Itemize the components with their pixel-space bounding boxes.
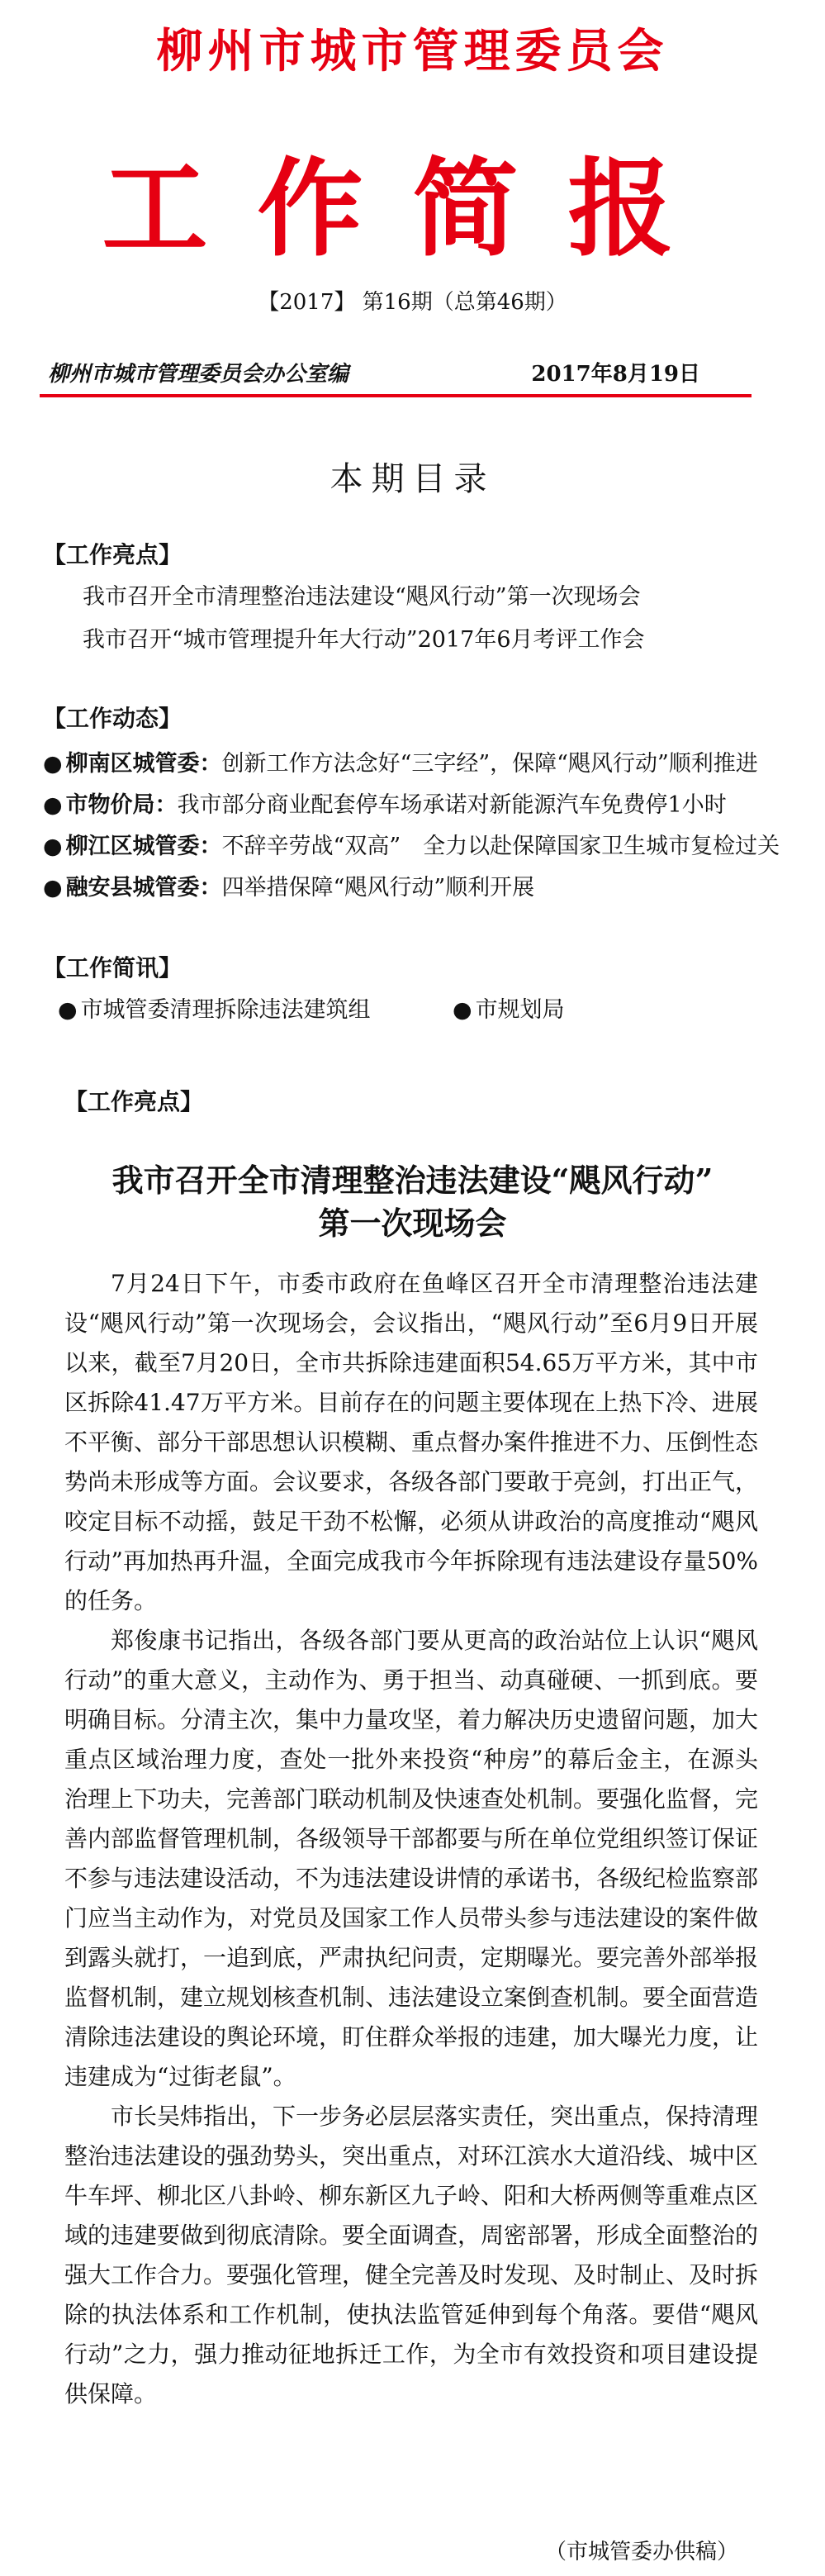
toc-dynamics-label: 【工作动态】 xyxy=(43,705,183,732)
issue-date: 2017年8月19日 xyxy=(531,362,700,387)
bullet-icon: ● xyxy=(43,834,63,859)
toc-dynamics-text: 我市部分商业配套停车场承诺对新能源汽车免费停1小时 xyxy=(177,792,727,818)
bullet-icon: ● xyxy=(43,875,63,901)
toc-heading: 本期目录 xyxy=(330,460,495,498)
toc-dynamics-item-4[interactable] xyxy=(43,869,534,901)
toc-news-text: 市城管委清理拆除违法建筑组 xyxy=(80,997,371,1023)
toc-dynamics-text: 创新工作方法念好“三字经”，保障“飓风行动”顺利推进 xyxy=(221,751,758,777)
toc-news-label: 【工作简讯】 xyxy=(43,954,183,981)
article-source: （市城管委办供稿） xyxy=(545,2540,739,2564)
toc-dynamics-text: 四举措保障“飓风行动”顺利开展 xyxy=(221,875,535,901)
toc-news-item-2[interactable] xyxy=(453,991,565,1024)
bullet-icon: ● xyxy=(43,792,63,818)
article-paragraph-2: 郑俊康书记指出，各级各部门要从更高的政治站位上认识“飓风行动”的重大意义，主动作为、勇于担当、动真碰硬、一抓到底。要明确目标。分清主次，集中力量攻坚，着力解决历史遗留问题，加大重点区域治理力度，查处一批外来投资“种房”的幕后金主，在源头治理上下功夫，完善部门联动机制及快速查处机制。要强化监督，完善内部监督管理机制，各级领导干部都要与所在单位党组织签订保证不参与违法建设活动，不为违法建设讲情的承诺书，各级纪检监察部门应当主动作为，对党员及国家工作人员带头参与违法建设的案件做到露头就打，一追到底，严肃执纪问责，定期曝光。要完善外部举报监督机制，建立规划核查机制、违法建设立案倒查机制。要全面营造清除违法建设的舆论环境，盯住群众举报的违建，加大曝光力度，让违建成为“过街老鼠”。 xyxy=(64,1627,759,2090)
article-paragraph-3: 市长吴炜指出，下一步务必层层落实责任，突出重点，保持清理整治违法建设的强劲势头，突出重点，对环江滨水大道沿线、城中区牛车坪、柳北区八卦岭、柳东新区九子岭、阳和大桥两侧等重难点区域的违建要做到彻底清除。要全面调查，周密部署，形成全面整治的强大工作合力。要强化管理，健全完善及时发现、及时制止、及时拆除的执法体系和工作机制，使执法监管延伸到每个角落。要借“飓风行动”之力，强力推动征地拆迁工作，为全市有效投资和项目建设提供保障。 xyxy=(64,2103,759,2407)
toc-dynamics-unit: 柳江区城管委： xyxy=(65,834,222,859)
article-section-label: 【工作亮点】 xyxy=(64,1088,204,1115)
red-divider xyxy=(40,394,752,397)
toc-dynamics-unit: 市物价局： xyxy=(65,792,178,818)
editor-name: 柳州市城市管理委员会办公室编 xyxy=(48,362,349,387)
publication-title: 工作简报 xyxy=(102,148,723,271)
article-title-line-2: 第一次现场会 xyxy=(318,1205,507,1242)
toc-dynamics-unit: 融安县城管委： xyxy=(65,875,222,901)
toc-highlight-item-2[interactable]: 我市召开“城市管理提升年大行动”2017年6月考评工作会 xyxy=(83,627,645,653)
article-title-line-1: 我市召开全市清理整治违法建设“飓风行动” xyxy=(111,1162,714,1199)
editor-row xyxy=(48,357,750,390)
toc-news-item-1[interactable] xyxy=(58,991,371,1024)
toc-highlights-label: 【工作亮点】 xyxy=(43,541,183,568)
bullet-icon: ● xyxy=(453,997,472,1023)
toc-dynamics-text: 不辞辛劳战“双高” 全力以赴保障国家卫生城市复检过关 xyxy=(221,834,780,859)
toc-dynamics-item-3[interactable] xyxy=(43,828,780,860)
bullet-icon: ● xyxy=(43,751,63,777)
toc-dynamics-item-1[interactable] xyxy=(43,745,758,777)
toc-dynamics-unit: 柳南区城管委： xyxy=(65,751,222,777)
toc-dynamics-item-2[interactable] xyxy=(43,787,727,819)
issue-line: 【2017】 第16期（总第46期） xyxy=(258,290,567,315)
bullet-icon: ● xyxy=(58,997,78,1023)
toc-highlight-item-1[interactable]: 我市召开全市清理整治违法建设“飓风行动”第一次现场会 xyxy=(83,584,641,610)
org-name: 柳州市城市管理委员会 xyxy=(156,25,669,78)
toc-news-text: 市规划局 xyxy=(475,997,565,1023)
article-body xyxy=(64,1264,758,2414)
article-paragraph-1: 7月24日下午，市委市政府在鱼峰区召开全市清理整治违法建设“飓风行动”第一次现场会，会议指出，“飓风行动”至6月9日开展以来，截至7月20日，全市共拆除违建面积54.65万平方米，其中市区拆除41.47万平方米。目前存在的问题主要体现在上热下冷、进展不平衡、部分干部思想认识模糊、重点督办案件推进不力、压倒性态势尚未形成等方面。会议要求，各级各部门要敢于亮剑，打出正气，咬定目标不动摇，鼓足干劲不松懈，必须从讲政治的高度推动“飓风行动”再加热再升温，全面完成我市今年拆除现有违法建设存量50%的任务。 xyxy=(64,1270,759,1614)
